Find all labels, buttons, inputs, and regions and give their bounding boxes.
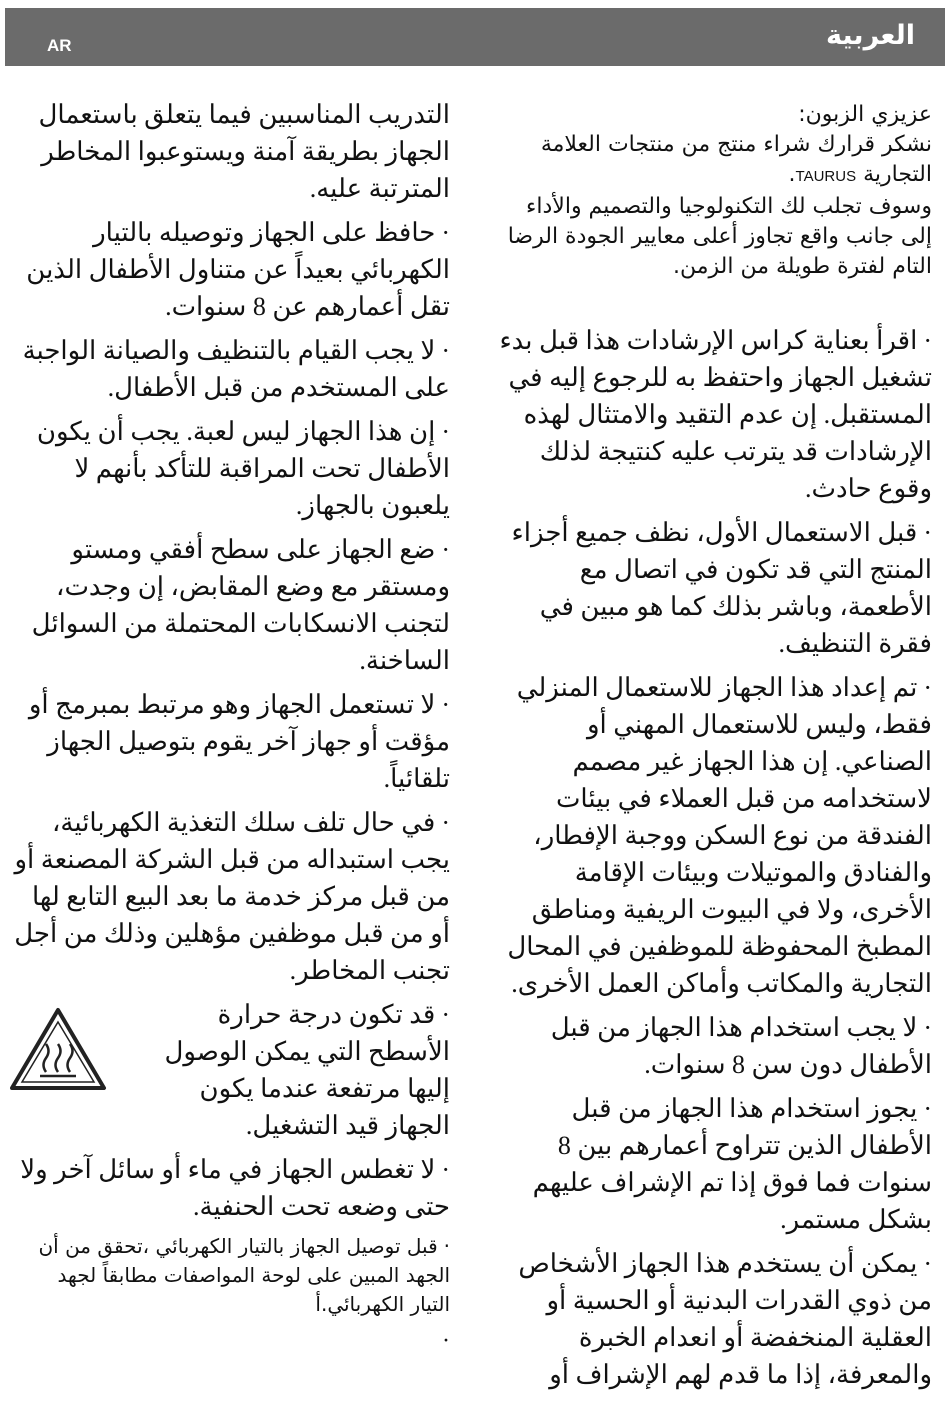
list-item-text: قبل الاستعمال الأول، نظف جميع أجزاء المنتج التي قد تكون في اتصال مع الأطعمة، وباشر بذلك كما هو مبين في فقرة التنظيف. [511, 518, 932, 658]
bullet: · [923, 673, 932, 702]
list-item-text: لا يجب القيام بالتنظيف والصيانة الواجبة على المستخدم من قبل الأطفال. [22, 336, 450, 402]
bullet: · [923, 326, 932, 355]
brand-name: TAURUS [795, 168, 857, 185]
list-item [14, 804, 450, 989]
bullet: · [441, 1000, 450, 1029]
list-item [490, 514, 932, 662]
language-header-bar [5, 8, 945, 66]
bullet: · [441, 1155, 450, 1184]
bullet: · [923, 518, 932, 547]
list-item [14, 1232, 450, 1319]
list-item-text: اقرأ بعناية كراس الإرشادات هذا قبل بدء تشغيل الجهاز واحتفظ به للرجوع إليه في المستقبل. إن عدم التقيد والامتثال لهذه الإرشادات قد يترتب عليه كنتيجة لذلك وقوع حادث. [499, 326, 932, 503]
list-item [490, 1090, 932, 1238]
bullet: · [923, 1249, 932, 1278]
intro-thanks: نشكر قرارك شراء منتج من منتجات العلامة التجارية TAURUS. [540, 132, 932, 187]
list-item [14, 531, 450, 679]
bullet: · [923, 1013, 932, 1042]
left-column [14, 96, 450, 1356]
bullet: · [441, 417, 450, 446]
list-item [490, 669, 932, 1002]
intro-line1: نشكر قرارك شراء منتج من منتجات العلامة التجارية [540, 132, 932, 187]
list-item-text: في حال تلف سلك التغذية الكهربائية، يجب استبداله من قبل الشركة المصنعة أو من قبل مركز خدمة ما بعد البيع التابع لها أو من قبل موظفين مؤهلين وذلك من أجل تجنب المخاطر. [14, 808, 450, 985]
spacer [490, 282, 932, 322]
list-item-text: قد تكون درجة حرارة الأسطح التي يمكن الوصول إليها مرتفعة عندما يكون الجهاز قيد التشغيل. [164, 1000, 450, 1140]
bullet: · [443, 1234, 450, 1258]
right-column [490, 100, 932, 1400]
list-item-text: لا تستعمل الجهاز وهو مرتبط بمبرمج أو مؤقت أو جهاز آخر يقوم بتوصيل الجهاز تلقائياً. [28, 690, 450, 793]
intro-block [490, 100, 932, 282]
list-item-text: لا يجب استخدام هذا الجهاز من قبل الأطفال دون سن 8 سنوات. [550, 1013, 932, 1079]
greeting: عزيزي الزبون: [798, 102, 932, 127]
language-code: AR [47, 36, 72, 55]
right-bullet-list [490, 322, 932, 1393]
list-item-text: قبل توصيل الجهاز بالتيار الكهربائي ،تحقق من أن الجهد المبين على لوحة المواصفات مطابقاً لجهد التيار الكهربائي.أ [38, 1234, 450, 1316]
hot-surface-warning-icon [8, 1006, 108, 1092]
list-item [14, 332, 450, 406]
bullet: · [441, 535, 450, 564]
list-item-text: تم إعداد هذا الجهاز للاستعمال المنزلي فقط، وليس للاستعمال المهني أو الصناعي. إن هذا الجهاز غير مصمم لاستخدامه من قبل العملاء في بيئات الفندقة من نوع السكن ووجبة الإفطار، والفنادق والموتيلات وبيئات الإقامة الأخرى، ولا في البيوت الريفية ومناطق المطبخ المحفوظة للموظفين في المحال التجارية والمكاتب وأماكن العمل الأخرى. [507, 673, 932, 998]
continuation-text: التدريب المناسبين فيما يتعلق باستعمال الجهاز بطريقة آمنة ويستوعبوا المخاطر المترتبة عليه. [38, 100, 450, 203]
list-item [490, 1009, 932, 1083]
language-title: العربية [826, 20, 915, 51]
list-item [490, 322, 932, 507]
bullet: · [441, 690, 450, 719]
intro-line2: وسوف تجلب لك التكنولوجيا والتصميم والأداء إلى جانب واقع تجاوز أعلى معايير الجودة الرضا التام لفترة طويلة من الزمن. [507, 194, 932, 279]
list-item-text: يمكن أن يستخدم هذا الجهاز الأشخاص من ذوي القدرات البدنية أو الحسية أو العقلية المنخفضة أو انعدام الخبرة والمعرفة، إذا ما قدم لهم الإشراف أو [518, 1249, 932, 1389]
list-item-text: لا تغطس الجهاز في ماء أو سائل آخر ولا حتى وضعه تحت الحنفية. [20, 1155, 450, 1221]
bullet: · [923, 1094, 932, 1123]
list-item-text: يجوز استخدام هذا الجهاز من قبل الأطفال الذين تتراوح أعمارهم بين 8 سنوات فما فوق إذا تم الإشراف عليهم بشكل مستمر. [532, 1094, 932, 1234]
hot-surface-warning [14, 996, 450, 1144]
list-item-text: ضع الجهاز على سطح أفقي ومستو ومستقر مع وضع المقابض، إن وجدت، لتجنب الانسكابات المحتملة من السوائل الساخنة. [31, 535, 450, 675]
list-item [490, 1245, 932, 1393]
list-item [14, 214, 450, 325]
bullet: · [441, 336, 450, 365]
empty-bullet: · [442, 1328, 450, 1354]
list-item [14, 413, 450, 524]
list-item [14, 686, 450, 797]
list-item [14, 1151, 450, 1225]
bullet: · [441, 218, 450, 247]
list-item-text: حافظ على الجهاز وتوصيله بالتيار الكهربائي بعيداً عن متناول الأطفال الذين تقل أعمارهم عن 8 سنوات. [26, 218, 450, 321]
bullet: · [441, 808, 450, 837]
list-item-text: إن هذا الجهاز ليس لعبة. يجب أن يكون الأطفال تحت المراقبة للتأكد بأنهم لا يلعبون بالجهاز. [36, 417, 450, 520]
